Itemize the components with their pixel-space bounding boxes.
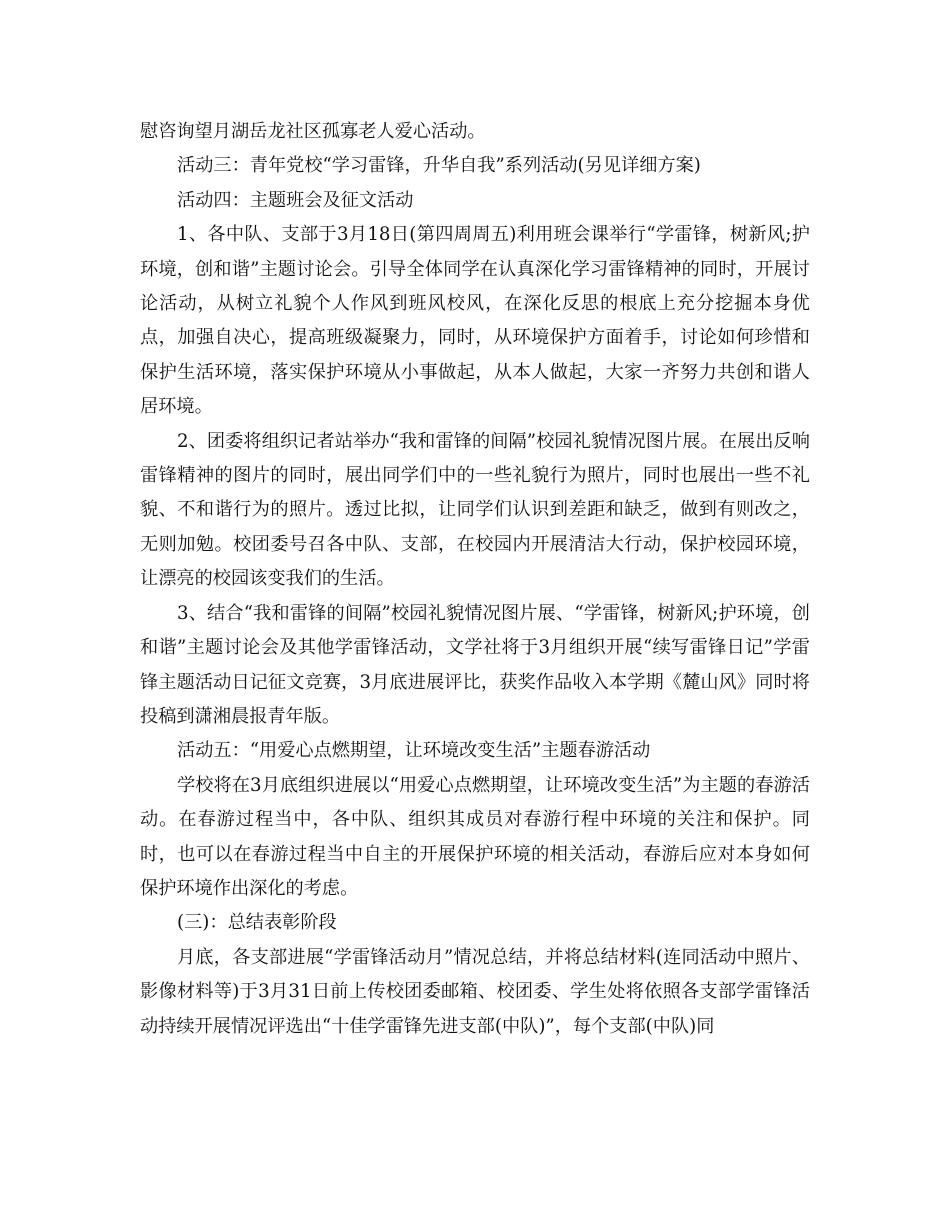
paragraph-item-2: 2、团委将组织记者站举办“我和雷锋的间隔”校园礼貌情况图片展。在展出反响雷锋精神的图片的同时，展出同学们中的一些礼貌行为照片，同时也展出一些不礼貌、不和谐行为的照片。透过比拟，让同学们认识到差距和缺乏，做到有则改之，无则加勉。校团委号召各中队、支部，在校园内开展清洁大行动，保护校园环境，让漂亮的校园该变我们的生活。 — [140, 430, 810, 590]
paragraph-summary: 月底，各支部进展“学雷锋活动月”情况总结，并将总结材料(连同活动中照片、影像材料等)于3月31日前上传校团委邮箱、校团委、学生处将依照各支部学雷锋活动持续开展情况评选出“十佳学雷锋先进支部(中队)”，每个支部(中队)同 — [140, 946, 810, 1037]
document-page — [140, 115, 810, 1044]
paragraph-item-3: 3、结合“我和雷锋的间隔”校园礼貌情况图片展、“学雷锋，树新风;护环境，创和谐”主题讨论会及其他学雷锋活动，文学社将于3月组织开展“续写雷锋日记”学雷锋主题活动日记征文竞赛，3月底进展评比，获奖作品收入本学期《麓山风》同时将投稿到潇湘晨报青年版。 — [140, 602, 810, 727]
paragraph-activity-three: 活动三：青年党校“学习雷锋，升华自我”系列活动(另见详细方案) — [177, 155, 701, 177]
paragraph-continuation: 慰咨询望月湖岳龙社区孤寡老人爱心活动。 — [140, 121, 486, 142]
paragraph-spring-outing: 学校将在3月底组织进展以“用爱心点燃期望，让环境改变生活”为主题的春游活动。在春游过程当中，各中队、组织其成员对春游行程中环境的关注和保护。同时，也可以在春游过程当中自主的开展保护环境的相关活动，春游后应对本身如何保护环境作出深化的考虑。 — [140, 774, 810, 899]
paragraph-activity-five-heading: 活动五：“用爱心点燃期望，让环境改变生活”主题春游活动 — [177, 740, 651, 762]
paragraph-activity-four-heading: 活动四：主题班会及征文活动 — [177, 189, 414, 211]
paragraph-stage-three-heading: (三)：总结表彰阶段 — [177, 912, 337, 934]
paragraph-item-1: 1、各中队、支部于3月18日(第四周周五)利用班会课举行“学雷锋，树新风;护环境，创和谐”主题讨论会。引导全体同学在认真深化学习雷锋精神的同时，开展讨论活动，从树立礼貌个人作风到班风校风，在深化反思的根底上充分挖掘本身优点，加强自决心，提高班级凝聚力，同时，从环境保护方面着手，讨论如何珍惜和保护生活环境，落实保护环境从小事做起，从本人做起，大家一齐努力共创和谐人居环境。 — [140, 224, 810, 418]
